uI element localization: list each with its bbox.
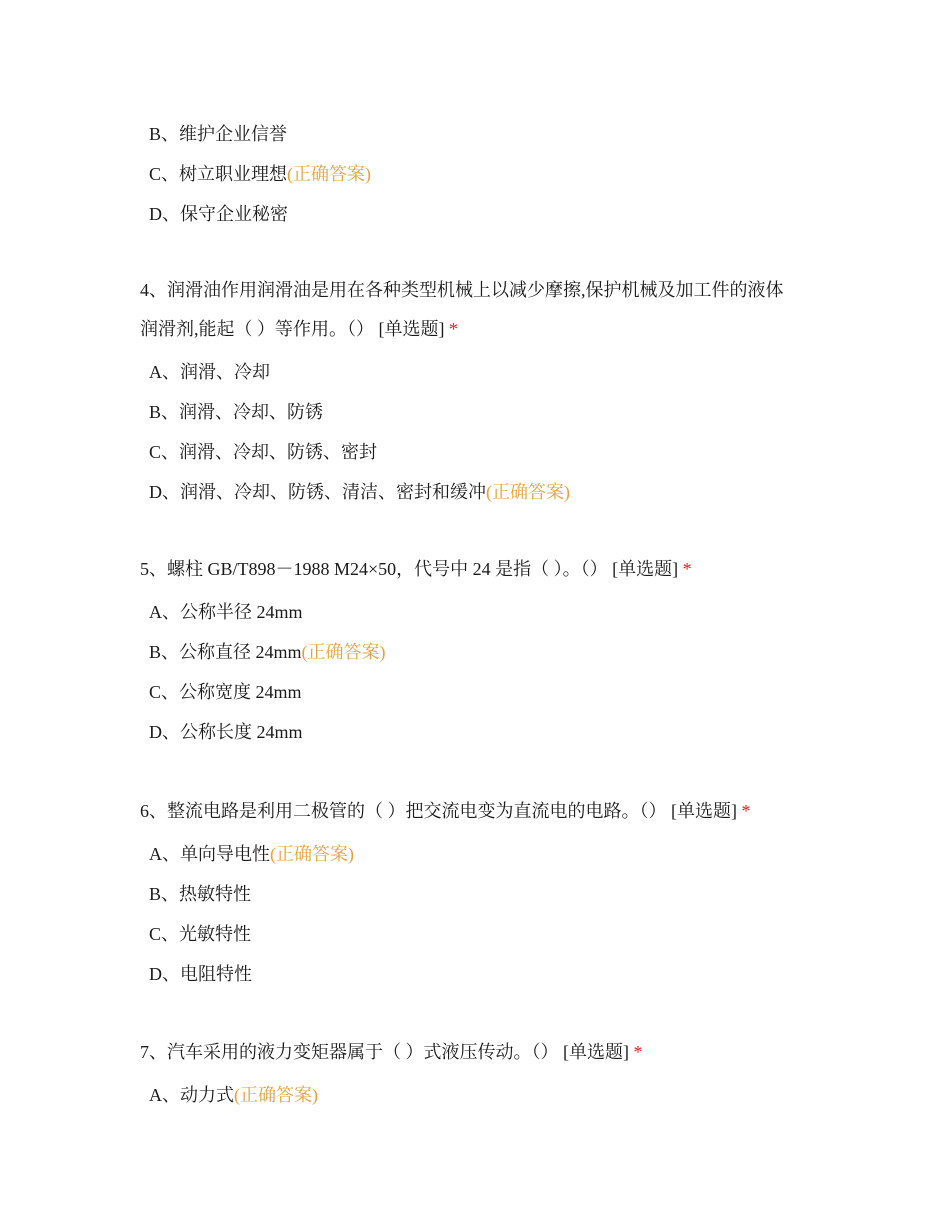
correct-answer-label: (正确答案) [287, 164, 372, 184]
question-5 [140, 550, 820, 752]
option-c [140, 432, 820, 472]
required-marker: * [449, 319, 458, 339]
option-text: D、保守企业秘密 [149, 204, 288, 224]
correct-answer-label: (正确答案) [270, 844, 354, 864]
question-3 [140, 114, 820, 234]
option-c [140, 154, 820, 194]
question-title-line-2: 润滑剂,能起（ ）等作用。（） [单选题] [140, 319, 445, 339]
question-title-text: 6、整流电路是利用二极管的（ ）把交流电变为直流电的电路。（） [单选题] [140, 801, 737, 821]
question-title-text: 7、汽车采用的液力变矩器属于（ ）式液压传动。（） [单选题] [140, 1042, 629, 1062]
option-list [140, 834, 820, 994]
option-list [140, 592, 820, 752]
question-title [140, 550, 820, 589]
option-d [140, 472, 820, 512]
option-text: A、润滑、冷却 [149, 362, 270, 382]
correct-answer-label: (正确答案) [301, 642, 386, 662]
option-b [140, 632, 820, 672]
option-b [140, 392, 820, 432]
option-text: C、树立职业理想 [149, 164, 288, 184]
question-title [140, 1033, 820, 1072]
option-b [140, 114, 820, 154]
option-text: D、电阻特性 [149, 964, 252, 984]
required-marker: * [682, 559, 692, 579]
option-text: A、公称半径 24mm [149, 602, 303, 622]
option-text: A、单向导电性 [149, 844, 270, 864]
option-c [140, 672, 820, 712]
option-d [140, 712, 820, 752]
question-title [140, 271, 820, 349]
option-b [140, 874, 820, 914]
option-text: C、润滑、冷却、防锈、密封 [149, 442, 378, 462]
option-a [140, 352, 820, 392]
option-d [140, 194, 820, 234]
option-a [140, 592, 820, 632]
required-marker: * [741, 801, 751, 821]
option-text: B、热敏特性 [149, 884, 252, 904]
option-d [140, 954, 820, 994]
question-title [140, 792, 820, 831]
option-list [140, 114, 820, 234]
required-marker: * [633, 1042, 643, 1062]
option-text: D、润滑、冷却、防锈、清洁、密封和缓冲 [149, 482, 486, 502]
question-6 [140, 792, 820, 994]
option-text: D、公称长度 24mm [149, 722, 303, 742]
option-list [140, 1075, 820, 1115]
option-text: B、公称直径 24mm [149, 642, 302, 662]
option-a [140, 834, 820, 874]
question-7 [140, 1033, 820, 1115]
question-4 [140, 271, 820, 512]
question-title-text: 5、螺柱 GB/T898－1988 M24×50，代号中 24 是指（ ）。（） [单选题] [140, 559, 679, 579]
option-text: A、动力式 [149, 1085, 234, 1105]
option-text: C、光敏特性 [149, 924, 252, 944]
correct-answer-label: (正确答案) [234, 1085, 318, 1105]
option-c [140, 914, 820, 954]
option-text: C、公称宽度 24mm [149, 682, 302, 702]
option-text: B、维护企业信誉 [149, 124, 288, 144]
correct-answer-label: (正确答案) [486, 482, 570, 502]
option-list [140, 352, 820, 512]
option-text: B、润滑、冷却、防锈 [149, 402, 324, 422]
option-a [140, 1075, 820, 1115]
question-title-line-1: 4、润滑油作用润滑油是用在各种类型机械上以减少摩擦,保护机械及加工件的液体 [140, 280, 784, 300]
